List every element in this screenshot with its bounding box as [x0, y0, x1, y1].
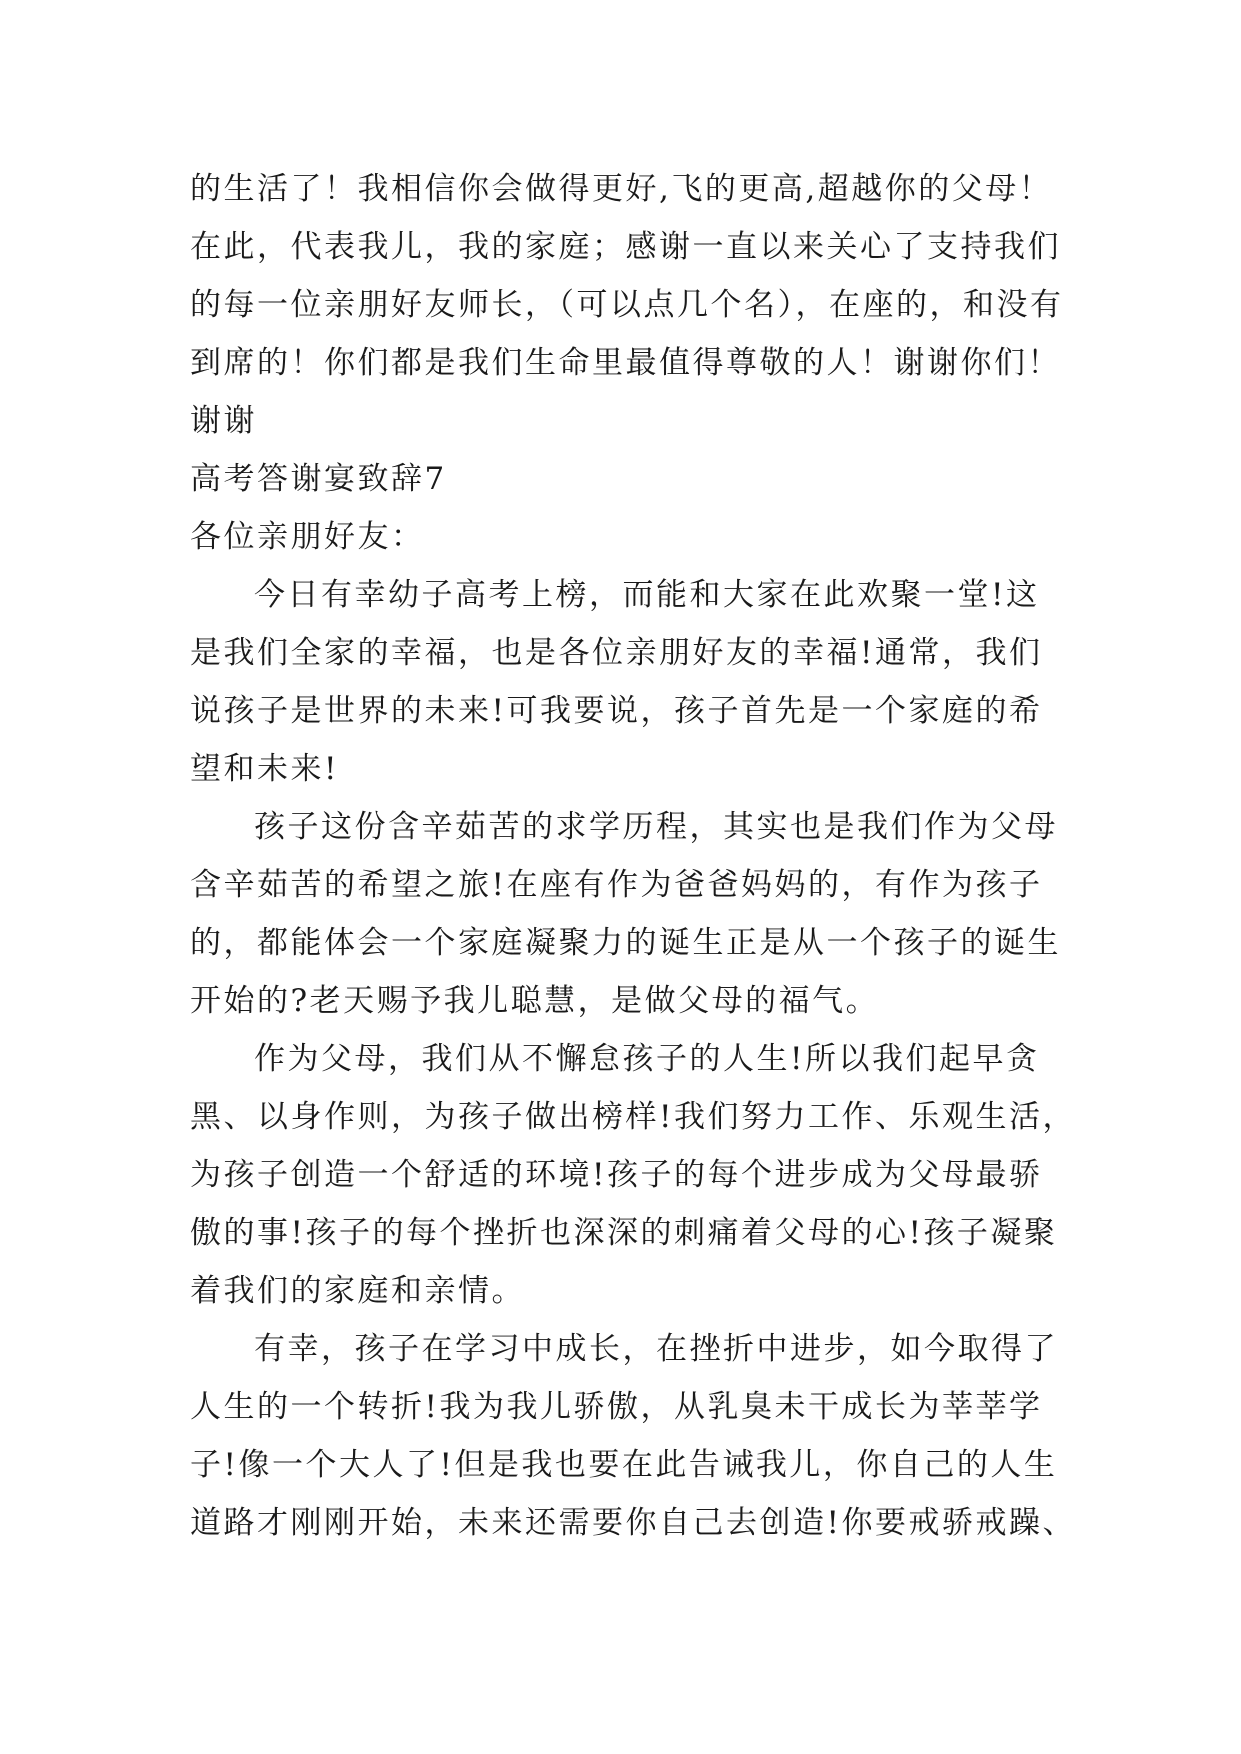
text-line: 说孩子是世界的未来!可我要说，孩子首先是一个家庭的希: [190, 693, 1043, 729]
text-line: 为孩子创造一个舒适的环境!孩子的每个进步成为父母最骄: [190, 1157, 1043, 1193]
paragraph-first-line: 孩子这份含辛茹苦的求学历程，其实也是我们作为父母: [254, 809, 1058, 845]
text-line: 的生活了！我相信你会做得更好,飞的更高,超越你的父母！: [190, 171, 1053, 207]
text-line: 在此，代表我儿，我的家庭；感谢一直以来关心了支持我们: [190, 229, 1061, 265]
paragraph-first-line: 作为父母，我们从不懈怠孩子的人生!所以我们起早贪: [254, 1041, 1040, 1077]
text-line: 望和未来!: [190, 751, 339, 787]
text-line: 到席的！你们都是我们生命里最值得尊敬的人！谢谢你们！: [190, 345, 1061, 381]
text-line: 开始的?老天赐予我儿聪慧，是做父母的福气。: [190, 983, 880, 1019]
text-line: 是我们全家的幸福，也是各位亲朋好友的幸福!通常，我们: [190, 635, 1043, 671]
document-body: [190, 160, 1076, 1552]
text-line: 傲的事!孩子的每个挫折也深深的刺痛着父母的心!孩子凝聚: [190, 1215, 1058, 1251]
paragraph-first-line: 今日有幸幼子高考上榜，而能和大家在此欢聚一堂!这: [254, 577, 1040, 613]
text-line: 的每一位亲朋好友师长，（可以点几个名），在座的，和没有: [190, 287, 1064, 323]
salutation: 各位亲朋好友：: [190, 519, 425, 555]
paragraph-first-line: 有幸，孩子在学习中成长，在挫折中进步，如今取得了: [254, 1331, 1058, 1367]
text-line: 谢谢: [190, 403, 257, 439]
text-line: 着我们的家庭和亲情。: [190, 1273, 525, 1309]
text-line: 的，都能体会一个家庭凝聚力的诞生正是从一个孩子的诞生: [190, 925, 1061, 961]
text-line: 含辛茹苦的希望之旅!在座有作为爸爸妈妈的，有作为孩子: [190, 867, 1043, 903]
text-line: 道路才刚刚开始，未来还需要你自己去创造!你要戒骄戒躁、: [190, 1505, 1076, 1541]
text-line: 人生的一个转折!我为我儿骄傲，从乳臭未干成长为莘莘学: [190, 1389, 1043, 1425]
text-line: 子!像一个大人了!但是我也要在此告诫我儿，你自己的人生: [190, 1447, 1058, 1483]
text-line: 黑、以身作则，为孩子做出榜样!我们努力工作、乐观生活，: [190, 1099, 1076, 1135]
section-heading: 高考答谢宴致辞7: [190, 461, 447, 497]
